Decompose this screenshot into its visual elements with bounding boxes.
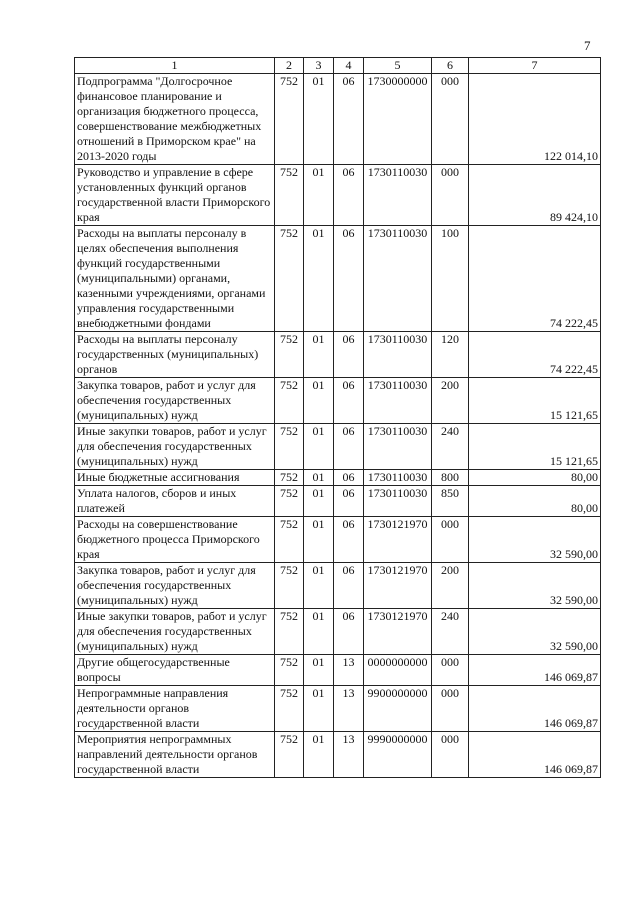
table-row [75, 165, 601, 226]
row-name: Руководство и управление в сфере установленных функций органов государственной власти Приморского края [75, 165, 275, 226]
col-4-code: 13 [334, 655, 364, 686]
col-4-code: 06 [334, 424, 364, 470]
col-3-code: 01 [304, 517, 334, 563]
col-4-code: 06 [334, 517, 364, 563]
col-5-code: 1730110030 [364, 226, 432, 332]
row-name: Закупка товаров, работ и услуг для обеспечения государственных (муниципальных) нужд [75, 378, 275, 424]
row-name: Уплата налогов, сборов и иных платежей [75, 486, 275, 517]
table-row [75, 732, 601, 778]
col-6-code: 240 [432, 609, 469, 655]
row-amount: 32 590,00 [469, 609, 601, 655]
col-6-code: 000 [432, 686, 469, 732]
row-name: Закупка товаров, работ и услуг для обеспечения государственных (муниципальных) нужд [75, 563, 275, 609]
table-row [75, 686, 601, 732]
row-amount: 74 222,45 [469, 226, 601, 332]
col-2-code: 752 [275, 470, 304, 486]
row-amount: 32 590,00 [469, 563, 601, 609]
col-6-code: 850 [432, 486, 469, 517]
col-2-code: 752 [275, 74, 304, 165]
col-5-code: 0000000000 [364, 655, 432, 686]
row-amount: 15 121,65 [469, 378, 601, 424]
table-row [75, 74, 601, 165]
row-name: Подпрограмма "Долгосрочное финансовое планирование и организация бюджетного процесса, совершенствование межбюджетных отношений в Приморском крае" на 2013-2020 годы [75, 74, 275, 165]
col-3-code: 01 [304, 732, 334, 778]
col-3-code: 01 [304, 486, 334, 517]
col-4-code: 06 [334, 470, 364, 486]
col-2-code: 752 [275, 732, 304, 778]
col-3-code: 01 [304, 609, 334, 655]
col-4-code: 06 [334, 165, 364, 226]
col-4-code: 06 [334, 226, 364, 332]
col-2-code: 752 [275, 226, 304, 332]
table-row [75, 378, 601, 424]
col-3-code: 01 [304, 74, 334, 165]
table-row [75, 470, 601, 486]
col-3-code: 01 [304, 332, 334, 378]
col-5-code: 1730121970 [364, 517, 432, 563]
col-4-code: 06 [334, 609, 364, 655]
column-header: 5 [364, 58, 432, 74]
row-name: Расходы на выплаты персоналу в целях обеспечения выполнения функций государственными (муниципальными) органами, казенными учреждениями, органами управления государственными внебюджетными фондами [75, 226, 275, 332]
table-row [75, 486, 601, 517]
col-5-code: 1730121970 [364, 609, 432, 655]
col-3-code: 01 [304, 378, 334, 424]
col-6-code: 240 [432, 424, 469, 470]
row-amount: 122 014,10 [469, 74, 601, 165]
col-5-code: 1730110030 [364, 332, 432, 378]
col-6-code: 100 [432, 226, 469, 332]
col-5-code: 1730121970 [364, 563, 432, 609]
col-2-code: 752 [275, 609, 304, 655]
table-row [75, 609, 601, 655]
col-6-code: 800 [432, 470, 469, 486]
col-5-code: 1730110030 [364, 470, 432, 486]
row-amount: 74 222,45 [469, 332, 601, 378]
col-2-code: 752 [275, 517, 304, 563]
row-name: Расходы на совершенствование бюджетного процесса Приморского края [75, 517, 275, 563]
col-5-code: 1730110030 [364, 165, 432, 226]
row-name: Другие общегосударственные вопросы [75, 655, 275, 686]
col-4-code: 06 [334, 332, 364, 378]
row-name: Иные закупки товаров, работ и услуг для обеспечения государственных (муниципальных) нужд [75, 609, 275, 655]
row-name: Расходы на выплаты персоналу государственных (муниципальных) органов [75, 332, 275, 378]
col-3-code: 01 [304, 165, 334, 226]
col-5-code: 9990000000 [364, 732, 432, 778]
row-name: Непрограммные направления деятельности органов государственной власти [75, 686, 275, 732]
header-row [75, 58, 601, 74]
col-3-code: 01 [304, 655, 334, 686]
page-number: 7 [584, 38, 591, 53]
row-name: Мероприятия непрограммных направлений деятельности органов государственной власти [75, 732, 275, 778]
col-2-code: 752 [275, 655, 304, 686]
col-6-code: 200 [432, 378, 469, 424]
column-header: 3 [304, 58, 334, 74]
table-row [75, 424, 601, 470]
table-row [75, 226, 601, 332]
column-header: 1 [75, 58, 275, 74]
col-3-code: 01 [304, 563, 334, 609]
row-amount: 146 069,87 [469, 655, 601, 686]
col-6-code: 200 [432, 563, 469, 609]
col-5-code: 1730000000 [364, 74, 432, 165]
col-5-code: 1730110030 [364, 486, 432, 517]
row-amount: 80,00 [469, 470, 601, 486]
row-amount: 146 069,87 [469, 686, 601, 732]
column-header: 6 [432, 58, 469, 74]
col-2-code: 752 [275, 486, 304, 517]
row-amount: 89 424,10 [469, 165, 601, 226]
col-2-code: 752 [275, 332, 304, 378]
col-6-code: 000 [432, 74, 469, 165]
column-header: 7 [469, 58, 601, 74]
col-3-code: 01 [304, 470, 334, 486]
row-name: Иные бюджетные ассигнования [75, 470, 275, 486]
row-amount: 15 121,65 [469, 424, 601, 470]
col-4-code: 06 [334, 378, 364, 424]
table-row [75, 517, 601, 563]
col-2-code: 752 [275, 378, 304, 424]
row-name: Иные закупки товаров, работ и услуг для обеспечения государственных (муниципальных) нужд [75, 424, 275, 470]
col-4-code: 06 [334, 563, 364, 609]
col-6-code: 000 [432, 655, 469, 686]
col-2-code: 752 [275, 686, 304, 732]
table-row [75, 563, 601, 609]
col-3-code: 01 [304, 686, 334, 732]
table-row [75, 655, 601, 686]
col-3-code: 01 [304, 226, 334, 332]
col-4-code: 13 [334, 732, 364, 778]
column-header: 2 [275, 58, 304, 74]
col-4-code: 06 [334, 486, 364, 517]
col-2-code: 752 [275, 424, 304, 470]
col-2-code: 752 [275, 563, 304, 609]
col-6-code: 000 [432, 165, 469, 226]
col-6-code: 000 [432, 732, 469, 778]
table-row [75, 332, 601, 378]
row-amount: 146 069,87 [469, 732, 601, 778]
col-4-code: 06 [334, 74, 364, 165]
col-4-code: 13 [334, 686, 364, 732]
col-2-code: 752 [275, 165, 304, 226]
budget-table [74, 57, 601, 778]
col-5-code: 9900000000 [364, 686, 432, 732]
row-amount: 80,00 [469, 486, 601, 517]
col-5-code: 1730110030 [364, 424, 432, 470]
col-6-code: 120 [432, 332, 469, 378]
col-6-code: 000 [432, 517, 469, 563]
col-3-code: 01 [304, 424, 334, 470]
column-header: 4 [334, 58, 364, 74]
row-amount: 32 590,00 [469, 517, 601, 563]
col-5-code: 1730110030 [364, 378, 432, 424]
